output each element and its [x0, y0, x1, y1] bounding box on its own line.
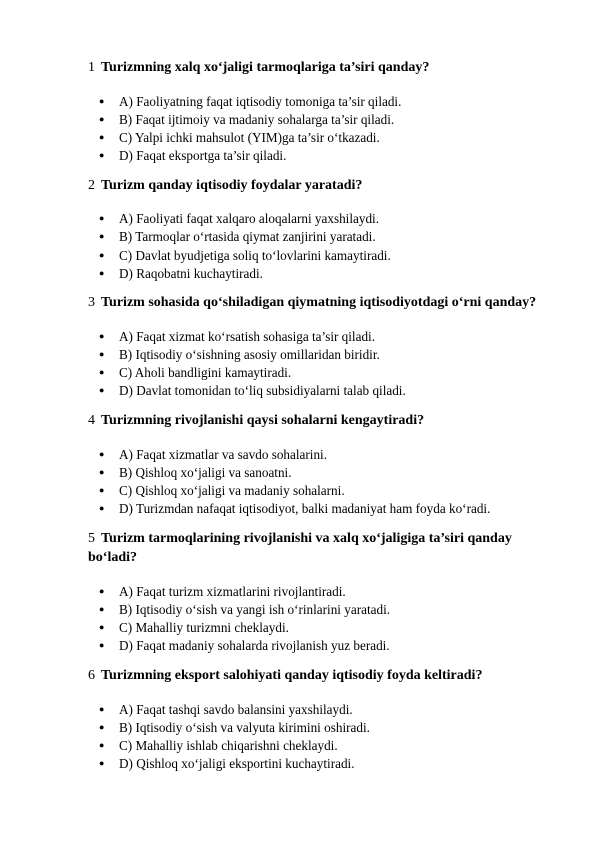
option-text: C) Aholi bandligini kamaytiradi.	[119, 365, 292, 380]
option-text: D) Faqat eksportga ta’sir qiladi.	[119, 148, 287, 163]
bullet-icon: ●	[99, 586, 105, 596]
question-number: 5	[88, 531, 95, 546]
option-text: D) Davlat tomonidan to‘liq subsidiyalarni talab qiladi.	[119, 383, 406, 398]
option-text: B) Iqtisodiy o‘sish va valyuta kirimini oshiradi.	[119, 720, 370, 735]
list-item	[99, 446, 559, 463]
list-item	[99, 228, 559, 245]
list-item	[99, 637, 559, 654]
list-item	[99, 93, 559, 110]
bullet-icon: ●	[99, 740, 105, 750]
question-1-title	[88, 58, 548, 77]
question-text: Turizmning xalq xo‘jaligi tarmoqlariga ta’siri qanday?	[101, 60, 430, 75]
bullet-icon: ●	[99, 132, 105, 142]
bullet-icon: ●	[99, 231, 105, 241]
bullet-icon: ●	[99, 640, 105, 650]
list-item	[99, 265, 559, 282]
option-text: B) Iqtisodiy o‘sishning asosiy omillaridan biridir.	[119, 347, 380, 362]
option-text: C) Mahalliy turizmni cheklaydi.	[119, 620, 289, 635]
list-item	[99, 247, 559, 264]
list-item	[99, 701, 559, 718]
bullet-icon: ●	[99, 704, 105, 714]
bullet-icon: ●	[99, 604, 105, 614]
question-text: Turizm qanday iqtisodiy foydalar yaratadi?	[101, 178, 363, 193]
question-2-title	[88, 176, 548, 195]
bullet-icon: ●	[99, 385, 105, 395]
bullet-icon: ●	[99, 96, 105, 106]
question-4-title	[88, 411, 548, 430]
bullet-icon: ●	[99, 622, 105, 632]
option-text: B) Faqat ijtimoiy va madaniy sohalarga ta’sir qiladi.	[119, 112, 395, 127]
list-item	[99, 583, 559, 600]
bullet-icon: ●	[99, 367, 105, 377]
bullet-icon: ●	[99, 268, 105, 278]
question-number: 6	[88, 668, 95, 683]
option-text: B) Qishloq xo‘jaligi va sanoatni.	[119, 465, 292, 480]
bullet-icon: ●	[99, 467, 105, 477]
list-item	[99, 737, 559, 754]
option-text: D) Turizmdan nafaqat iqtisodiyot, balki madaniyat ham foyda ko‘radi.	[119, 501, 491, 516]
list-item	[99, 619, 559, 636]
list-item	[99, 382, 559, 399]
bullet-icon: ●	[99, 349, 105, 359]
bullet-icon: ●	[99, 722, 105, 732]
list-item	[99, 129, 559, 146]
list-item	[99, 482, 559, 499]
option-text: C) Davlat byudjetiga soliq to‘lovlarini kamaytiradi.	[119, 248, 391, 263]
option-text: D) Faqat madaniy sohalarda rivojlanish yuz beradi.	[119, 638, 390, 653]
option-text: A) Faqat turizm xizmatlarini rivojlantiradi.	[119, 584, 346, 599]
list-item	[99, 601, 559, 618]
list-item	[99, 111, 559, 128]
question-text: Turizmning eksport salohiyati qanday iqtisodiy foyda keltiradi?	[101, 668, 483, 683]
option-text: D) Qishloq xo‘jaligi eksportini kuchaytiradi.	[119, 756, 355, 771]
option-text: C) Qishloq xo‘jaligi va madaniy sohalarni.	[119, 483, 345, 498]
option-text: A) Faoliyatning faqat iqtisodiy tomoniga ta’sir qiladi.	[119, 94, 402, 109]
option-text: D) Raqobatni kuchaytiradi.	[119, 266, 263, 281]
bullet-icon: ●	[99, 503, 105, 513]
question-number: 1	[88, 60, 95, 75]
list-item	[99, 346, 559, 363]
option-text: B) Iqtisodiy o‘sish va yangi ish o‘rinlarini yaratadi.	[119, 602, 391, 617]
option-text: B) Tarmoqlar o‘rtasida qiymat zanjirini yaratadi.	[119, 229, 376, 244]
bullet-icon: ●	[99, 150, 105, 160]
bullet-icon: ●	[99, 213, 105, 223]
question-5-title	[88, 529, 528, 567]
question-text: Turizm sohasida qo‘shiladigan qiymatning iqtisodiyotdagi o‘rni qanday?	[101, 295, 537, 310]
option-text: A) Faqat tashqi savdo balansini yaxshilaydi.	[119, 702, 353, 717]
option-text: C) Mahalliy ishlab chiqarishni cheklaydi.	[119, 738, 338, 753]
option-text: A) Faoliyati faqat xalqaro aloqalarni yaxshilaydi.	[119, 211, 380, 226]
question-3-title	[88, 293, 548, 312]
option-text: C) Yalpi ichki mahsulot (YIM)ga ta’sir o‘tkazadi.	[119, 130, 380, 145]
question-6-title	[88, 666, 548, 685]
list-item	[99, 500, 559, 517]
list-item	[99, 364, 559, 381]
bullet-icon: ●	[99, 331, 105, 341]
question-number: 3	[88, 295, 95, 310]
list-item	[99, 719, 559, 736]
bullet-icon: ●	[99, 250, 105, 260]
list-item	[99, 755, 559, 772]
question-number: 2	[88, 178, 95, 193]
list-item	[99, 147, 559, 164]
bullet-icon: ●	[99, 114, 105, 124]
question-text: Turizm tarmoqlarining rivojlanishi va xalq xo‘jaligiga ta’siri qanday bo‘ladi?	[88, 531, 512, 565]
list-item	[99, 210, 559, 227]
list-item	[99, 464, 559, 481]
question-number: 4	[88, 413, 95, 428]
bullet-icon: ●	[99, 758, 105, 768]
bullet-icon: ●	[99, 449, 105, 459]
question-text: Turizmning rivojlanishi qaysi sohalarni kengaytiradi?	[101, 413, 425, 428]
option-text: A) Faqat xizmatlar va savdo sohalarini.	[119, 447, 328, 462]
bullet-icon: ●	[99, 485, 105, 495]
option-text: A) Faqat xizmat ko‘rsatish sohasiga ta’sir qiladi.	[119, 329, 376, 344]
list-item	[99, 328, 559, 345]
